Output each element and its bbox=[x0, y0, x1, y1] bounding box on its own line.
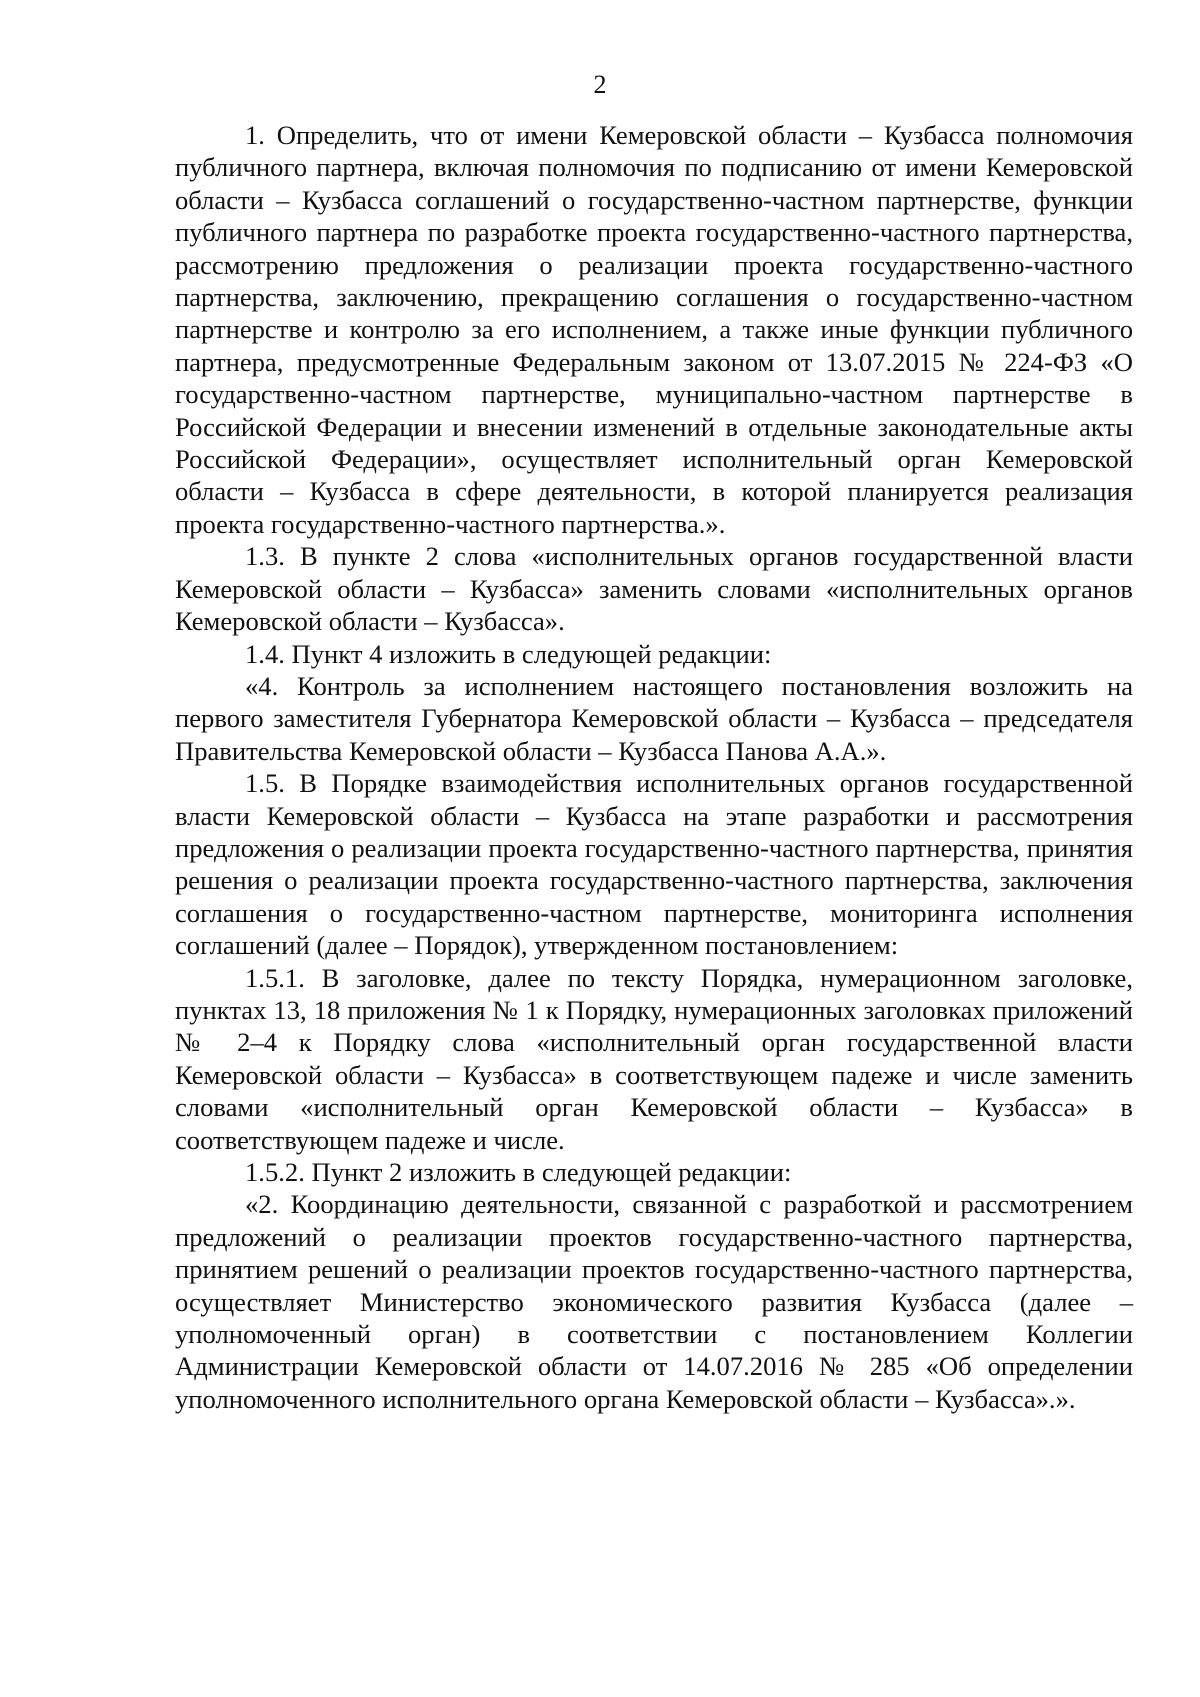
paragraph-1: 1. Определить, что от имени Кемеровской области – Кузбасса полномочия публичного партнера, включая полномочия по подписанию от имени Кемеровской области – Кузбасса соглашений о государственно-частном партнерстве, функции публичного партнера по разработке проекта государственно-частного партнерства, рассмотрению предложения о реализации проекта государственно-частного партнерства, заключению, прекращению соглашения о государственно-частном партнерстве и контролю за его исполнением, а также иные функции публичного партнера, предусмотренные Федеральным законом от 13.07.2015 № 224-ФЗ «О государственно-частном партнерстве, муниципально-частном партнерстве в Российской Федерации и внесении изменений в отдельные законодательные акты Российской Федерации», осуществляет исполнительный орган Кемеровской области – Кузбасса в сфере деятельности, в которой планируется реализация проекта государственно-частного партнерства.». bbox=[175, 120, 1133, 539]
page-number: 2 bbox=[593, 70, 607, 99]
paragraph-1-5-2: 1.5.2. Пункт 2 изложить в следующей редакции: bbox=[245, 1157, 792, 1187]
paragraph-1-5: 1.5. В Порядке взаимодействия исполнительных органов государственной власти Кемеровской области – Кузбасса на этапе разработки и рассмотрения предложения о реализации проекта государственно-частного партнерства, принятия решения о реализации проекта государственно-частного партнерства, заключения соглашения о государственно-частном партнерстве, мониторинга исполнения соглашений (далее – Порядок), утвержденном постановлением: bbox=[175, 768, 1133, 961]
paragraph-quoted-2: «2. Координацию деятельности, связанной с разработкой и рассмотрением предложений о реализации проектов государственно-частного партнерства, принятием решений о реализации проектов государственно-частного партнерства, осуществляет Министерство экономического развития Кузбасса (далее – уполномоченный орган) в соответствии с постановлением Коллегии Администрации Кемеровской области от 14.07.2016 № 285 «Об определении уполномоченного исполнительного органа Кемеровской области – Кузбасса».». bbox=[175, 1189, 1133, 1414]
paragraph-quoted-4: «4. Контроль за исполнением настоящего постановления возложить на первого заместителя Губернатора Кемеровской области – Кузбасса – председателя Правительства Кемеровской области – Кузбасса Панова А.А.». bbox=[175, 670, 1133, 766]
paragraph-1-5-1: 1.5.1. В заголовке, далее по тексту Порядка, нумерационном заголовке, пунктах 13, 18 приложения № 1 к Порядку, нумерационных заголовках приложений № 2–4 к Порядку слова «исполнительный орган государственной власти Кемеровской области – Кузбасса» в соответствующем падеже и числе заменить словами «исполнительный орган Кемеровской области – Кузбасса» в соответствующем падеже и числе. bbox=[175, 962, 1133, 1155]
paragraph-1-3: 1.3. В пункте 2 слова «исполнительных органов государственной власти Кемеровской области – Кузбасса» заменить словами «исполнительных органов Кемеровской области – Кузбасса». bbox=[175, 541, 1133, 637]
paragraph-1-4: 1.4. Пункт 4 изложить в следующей редакции: bbox=[245, 638, 772, 669]
document-body bbox=[175, 119, 1133, 1415]
